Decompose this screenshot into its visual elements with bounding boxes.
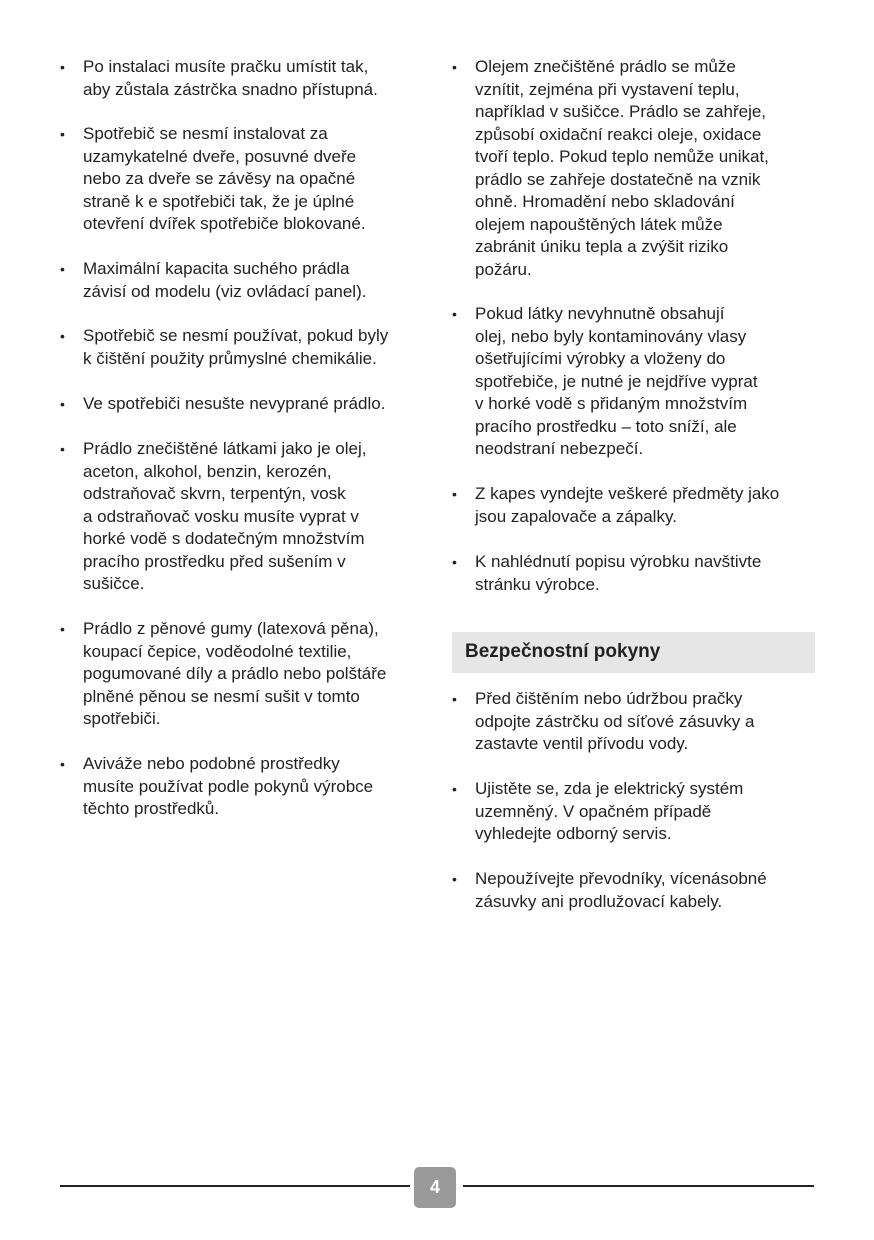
text-line: pracího prostředku – toto sníží, ale <box>475 416 737 436</box>
bullet-item <box>60 56 378 101</box>
text-line: Před čištěním nebo údržbou pračky <box>475 689 743 708</box>
text-line: horké vodě s dodatečným množstvím <box>83 529 365 548</box>
bullet-icon: • <box>60 126 65 142</box>
bullet-icon: • <box>60 441 65 457</box>
text-line: a odstraňovač vosku musíte vyprat v <box>83 506 359 526</box>
text-line: spotřebiče, je nutné je nejdříve vyprat <box>475 371 758 391</box>
text-line: Spotřebič se nesmí používat, pokud byly <box>83 326 389 345</box>
text-line: Z kapes vyndejte veškeré předměty jako <box>475 484 780 503</box>
text-line: uzamykatelné dveře, posuvné dveře <box>83 146 357 166</box>
bullet-item <box>452 778 744 846</box>
bullet-icon: • <box>452 871 457 887</box>
footer-rule-right <box>463 1185 814 1187</box>
text-line: vyhledejte odborný servis. <box>475 824 672 843</box>
text-line: v horké vodě s přidaným množstvím <box>475 394 748 413</box>
bullet-item <box>60 438 367 596</box>
bullet-icon: • <box>452 59 457 75</box>
text-line: požáru. <box>475 259 532 279</box>
section-title: Bezpečnostní pokyny <box>465 641 661 662</box>
page-number: 4 <box>414 1167 456 1208</box>
bullet-item <box>60 258 367 303</box>
text-line: stránku výrobce. <box>475 574 600 594</box>
bullet-icon: • <box>452 306 457 322</box>
text-line: spotřebiči. <box>83 709 161 728</box>
text-line: vznítit, zejména při vystavení teplu, <box>475 79 740 99</box>
text-line: k čištění použity průmyslné chemikálie. <box>83 348 377 368</box>
text-line: nebo za dveře se závěsy na opačné <box>83 169 356 188</box>
text-line: neodstraní nebezpečí. <box>475 439 644 458</box>
text-line: Po instalaci musíte pračku umístit tak, <box>83 57 369 76</box>
text-line: ohně. Hromadění nebo skladování <box>475 192 735 211</box>
bullet-item <box>60 325 389 370</box>
bullet-item <box>452 303 758 461</box>
text-line: straně k e spotřebiči tak, že je úplné <box>83 191 355 211</box>
text-line: ošetřujícími výrobky a vloženy do <box>475 349 726 368</box>
text-line: Ujistěte se, zda je elektrický systém <box>475 779 744 798</box>
bullet-icon: • <box>60 756 65 772</box>
text-line: jsou zapalovače a zápalky. <box>475 506 677 526</box>
text-line: Ve spotřebiči nesušte nevyprané prádlo. <box>83 394 386 413</box>
bullet-item <box>60 618 387 731</box>
bullet-item <box>452 551 762 596</box>
text-line: Aviváže nebo podobné prostředky <box>83 754 340 773</box>
bullet-icon: • <box>452 691 457 707</box>
text-line: Olejem znečištěné prádlo se může <box>475 57 736 76</box>
text-line: aceton, alkohol, benzin, kerozén, <box>83 461 332 481</box>
bullet-item <box>60 123 366 236</box>
text-line: Pokud látky nevyhnutně obsahují <box>475 304 725 323</box>
text-line: pogumované díly a prádlo nebo polštáře <box>83 664 387 683</box>
footer-rule-left <box>60 1185 410 1187</box>
text-line: aby zůstala zástrčka snadno přístupná. <box>83 79 378 99</box>
text-line: otevření dvířek spotřebiče blokované. <box>83 214 366 233</box>
bullet-icon: • <box>60 59 65 75</box>
text-line: zásuvky ani prodlužovací kabely. <box>475 891 723 911</box>
text-line: koupací čepice, voděodolné textilie, <box>83 641 352 661</box>
text-line: tvoří teplo. Pokud teplo nemůže unikat, <box>475 147 769 166</box>
text-line: závisí od modelu (viz ovládací panel). <box>83 281 367 301</box>
text-line: plněné pěnou se nesmí sušit v tomto <box>83 686 360 706</box>
text-line: například v sušičce. Prádlo se zahřeje, <box>475 102 767 121</box>
bullet-icon: • <box>452 781 457 797</box>
text-line: Prádlo znečištěné látkami jako je olej, <box>83 439 367 458</box>
text-line: olejem napouštěných látek může <box>475 214 723 234</box>
text-line: K nahlédnutí popisu výrobku navštivte <box>475 552 762 571</box>
text-line: zabránit úniku tepla a zvýšit riziko <box>475 237 729 256</box>
text-line: Prádlo z pěnové gumy (latexová pěna), <box>83 619 379 638</box>
text-line: Spotřebič se nesmí instalovat za <box>83 124 328 143</box>
bullet-item <box>452 868 767 913</box>
bullet-icon: • <box>60 261 65 277</box>
text-line: uzemněný. V opačném případě <box>475 801 712 821</box>
text-line: Nepoužívejte převodníky, vícenásobné <box>475 869 767 888</box>
bullet-icon: • <box>452 486 457 502</box>
text-line: musíte používat podle pokynů výrobce <box>83 776 374 796</box>
bullet-icon: • <box>60 328 65 344</box>
text-line: Maximální kapacita suchého prádla <box>83 259 350 278</box>
text-line: odstraňovač skvrn, terpentýn, vosk <box>83 484 346 503</box>
section-header <box>452 632 815 673</box>
bullet-item <box>452 688 755 756</box>
text-line: sušičce. <box>83 574 145 593</box>
bullet-icon: • <box>60 621 65 637</box>
bullet-item <box>452 483 780 528</box>
text-line: olej, nebo byly kontaminovány vlasy <box>475 326 747 346</box>
bullet-item <box>60 753 374 821</box>
text-line: způsobí oxidační reakci oleje, oxidace <box>475 124 762 144</box>
text-line: zastavte ventil přívodu vody. <box>475 734 689 753</box>
bullet-icon: • <box>452 554 457 570</box>
text-line: prádlo se zahřeje dostatečně na vznik <box>475 169 761 189</box>
text-line: těchto prostředků. <box>83 799 220 818</box>
bullet-item <box>452 56 769 281</box>
text-line: odpojte zástrčku od síťové zásuvky a <box>475 711 755 731</box>
bullet-icon: • <box>60 396 65 412</box>
bullet-item <box>60 393 386 416</box>
text-line: pracího prostředku před sušením v <box>83 551 346 571</box>
